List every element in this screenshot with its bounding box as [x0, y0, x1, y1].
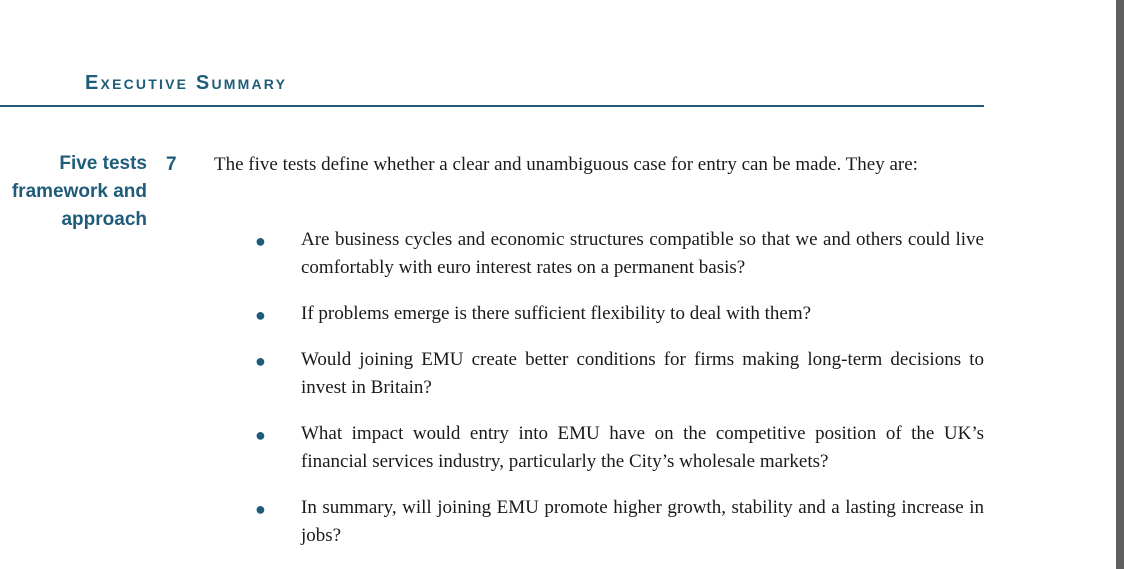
list-item-text: Are business cycles and economic structures compatible so that we and others could live comfortably with euro interest rates on a permanent basis? — [301, 229, 984, 278]
list-item-text: What impact would entry into EMU have on the competitive position of the UK’s financial services industry, particularly the City’s wholesale markets? — [301, 423, 984, 472]
list-item — [250, 226, 984, 282]
list-item — [250, 494, 984, 550]
list-item — [250, 346, 984, 402]
side-heading-line-1: Five tests — [59, 153, 147, 174]
vertical-scrollbar[interactable] — [1116, 0, 1124, 569]
bullet-dot-icon: ● — [255, 351, 266, 371]
side-heading-line-2: framework and — [11, 181, 147, 202]
list-item-text: Would joining EMU create better conditions for firms making long-term decisions to invest in Britain? — [301, 349, 984, 398]
paragraph-number: 7 — [166, 154, 177, 175]
list-item — [250, 300, 984, 328]
heading-rule — [0, 105, 984, 107]
side-heading — [0, 150, 147, 234]
list-item — [250, 420, 984, 476]
bullet-dot-icon: ● — [255, 231, 266, 251]
list-item-text: In summary, will joining EMU promote higher growth, stability and a lasting increase in jobs? — [301, 497, 984, 546]
section-heading: Executive Summary — [85, 72, 288, 94]
bullet-dot-icon: ● — [255, 425, 266, 445]
intro-paragraph: The five tests define whether a clear and unambiguous case for entry can be made. They are: — [214, 154, 918, 175]
side-heading-line-3: approach — [61, 209, 147, 230]
tests-list — [250, 226, 984, 568]
bullet-dot-icon: ● — [255, 499, 266, 519]
bullet-dot-icon: ● — [255, 305, 266, 325]
list-item-text: If problems emerge is there sufficient flexibility to deal with them? — [301, 303, 812, 324]
